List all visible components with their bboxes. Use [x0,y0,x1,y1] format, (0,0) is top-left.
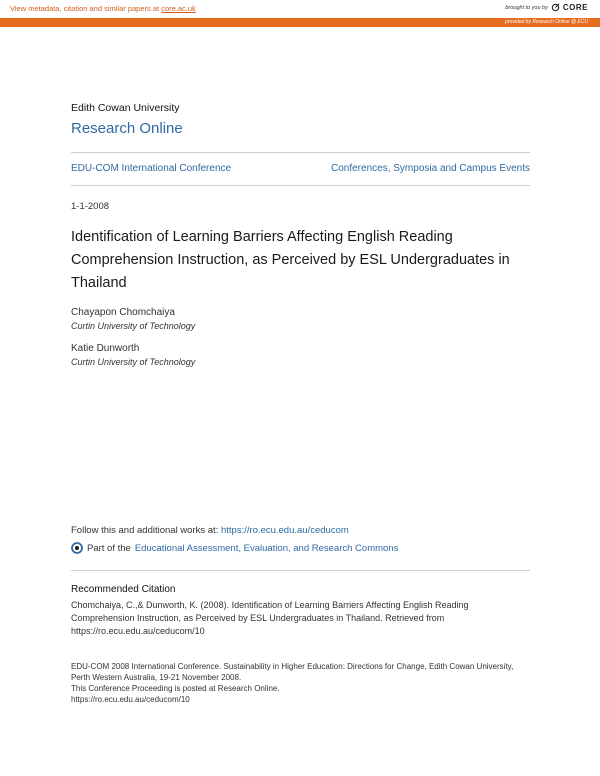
core-metadata-text: View metadata, citation and similar papers at [10,4,160,13]
provided-by-text: provided by Research Online @ ECU [505,19,588,25]
footer-url[interactable]: https://ro.ecu.edu.au/ceducom/10 [71,695,190,704]
repository-name[interactable]: Research Online [71,120,183,137]
follow-works [71,525,349,536]
divider [71,152,530,153]
core-link[interactable]: core.ac.uk [161,4,196,13]
collection-link-left[interactable]: EDU-COM International Conference [71,163,232,174]
part-of [71,542,398,554]
core-banner [0,0,600,27]
core-logo-icon [551,3,560,12]
paper-title: Identification of Learning Barriers Affecting English Reading Comprehension Instruction, as Perceived by ESL Undergraduates in Thailand [71,229,510,291]
divider [71,185,530,186]
brought-text: brought to you by [505,4,548,11]
author-affiliation: Curtin University of Technology [71,357,196,367]
commons-link[interactable]: Educational Assessment, Evaluation, and Research Commons [134,542,399,554]
brought-by-core[interactable] [505,3,588,12]
core-metadata-notice [10,4,196,13]
publication-date: 1-1-2008 [71,201,110,212]
follow-text: Follow this and additional works at: [71,525,219,536]
core-logo-text: CORE [562,3,588,12]
collection-link-right[interactable]: Conferences, Symposia and Campus Events [331,163,530,174]
author-name: Katie Dunworth [71,343,140,354]
citation-body: Chomchaiya, C.,& Dunworth, K. (2008). Identification of Learning Barriers Affecting English Reading Comprehension Instruction, as Perceived by ESL Undergraduates in Thailand. Retrieved from https://ro.ecu.edu.au/ceducom/10 [71,600,469,636]
commons-network-icon [71,542,83,554]
footer-conference: EDU-COM 2008 International Conference. Sustainability in Higher Education: Directions for Change, Edith Cowan University, Perth Western Australia, 19-21 November 2008. [71,662,514,682]
follow-link[interactable]: https://ro.ecu.edu.au/ceducom [220,525,349,536]
divider [71,570,530,571]
part-of-text: Part of the [87,542,131,554]
university-name: Edith Cowan University [71,102,180,114]
author-affiliation: Curtin University of Technology [71,321,196,331]
footer-notes [71,661,531,705]
footer-posted: This Conference Proceeding is posted at Research Online. [71,684,280,693]
author-name: Chayapon Chomchaiya [71,307,175,318]
citation-heading: Recommended Citation [71,584,176,595]
orange-band [0,18,600,27]
